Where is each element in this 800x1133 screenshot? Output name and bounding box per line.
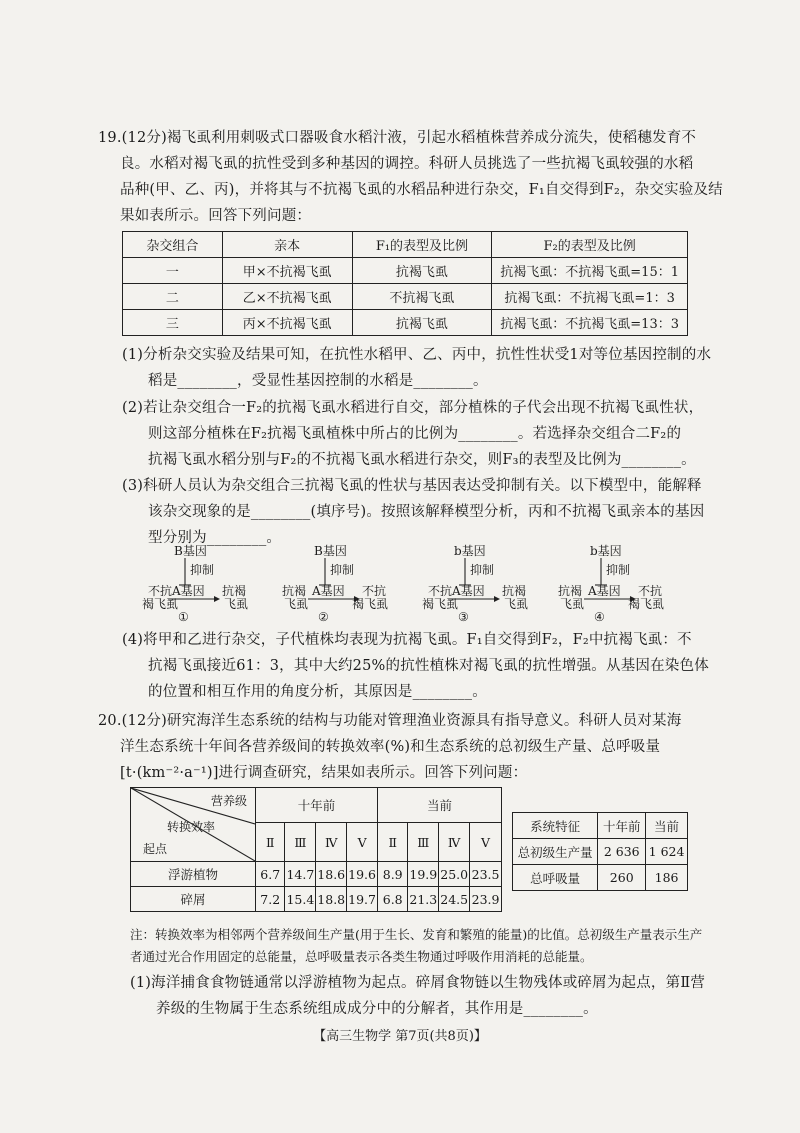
q20-efficiency-table [130,787,502,912]
table-cell: 抗褐飞虱：不抗褐飞虱=13：3 [492,310,688,336]
table-header: F₁的表型及比例 [352,232,492,258]
diag-label-origin: 起点 [143,842,168,856]
table-cell: 8.9 [378,862,408,887]
table-cell: 二 [123,284,223,310]
table-cell: 25.0 [439,862,470,887]
level-header: Ⅱ [256,823,285,862]
table-cell: 6.8 [378,887,408,912]
model-left-1: 抗褐 [558,584,583,598]
level-header: Ⅴ [470,823,502,862]
table-row [123,258,688,284]
model-3 [420,545,530,625]
table-header-row [513,813,688,839]
model-4 [556,545,666,625]
model-right-1: 不抗 [362,584,387,598]
model-inhibit: 抑制 [190,563,215,577]
model-2 [280,545,390,625]
table-cell: 抗褐飞虱 [352,258,492,284]
diag-label-efficiency: 转换效率 [167,820,216,834]
q20-note [130,924,702,968]
model-left-2: 褐飞虱 [142,597,179,611]
table-cell: 19.9 [408,862,439,887]
sub-line: 该杂交现象的是________(填序号)。按照该解释模型分析，丙和不抗褐飞虱亲本的基因 [148,504,705,520]
table-header: 系统特征 [513,813,598,839]
table-header: 亲本 [222,232,352,258]
sub-line: 抗褐飞虱水稻分别与F₂的不抗褐飞虱水稻进行杂交，则F₃的表型及比例为________。 [148,452,696,468]
table-cell: 24.5 [439,887,470,912]
page-footer: 【高三生物学 第7页(共8页)】 [313,1029,487,1044]
table-cell: 不抗褐飞虱 [352,284,492,310]
model-number: ③ [458,610,469,624]
table-cell: 2 636 [598,839,646,865]
table-cell: 15.4 [285,887,316,912]
diagonal-header-cell [131,788,256,862]
sub-line: (1)海洋捕食食物链通常以浮游植物为起点。碎屑食物链以生物残体或碎屑为起点，第Ⅱ营 [130,975,706,991]
model-left-1: 抗褐 [282,584,307,598]
table-header-row [131,788,502,823]
model-right-1: 不抗 [638,584,663,598]
level-header: Ⅴ [347,823,378,862]
sub-line: 型分别为________。 [148,530,282,546]
q20-intro [98,708,681,786]
table-cell: 260 [598,865,646,891]
q19-intro [98,125,723,229]
table-cell: 1 624 [646,839,688,865]
model-right-1: 抗褐 [222,584,247,598]
sub-line: (1)分析杂交实验及结果可知，在抗性水稻甲、乙、丙中，抗性性状受1对等位基因控制的水 [122,347,712,363]
note-line: 者通过光合作用固定的总能量，总呼吸量表示各类生物通过呼吸作用消耗的总能量。 [130,949,593,964]
model-left-1: 不抗 [148,584,173,598]
model-left-2: 飞虱 [284,597,309,611]
sub-line: (4)将甲和乙进行杂交，子代植株均表现为抗褐飞虱。F₁自交得到F₂，F₂中抗褐飞虱：不 [122,632,692,648]
model-left-2: 褐飞虱 [422,597,459,611]
table-cell: 抗褐飞虱：不抗褐飞虱=1：3 [492,284,688,310]
q19-line: 果如表所示。回答下列问题： [120,208,312,224]
group-header: 十年前 [256,788,378,823]
table-header-row [123,232,688,258]
table-cell: 丙×不抗褐飞虱 [222,310,352,336]
table-cell: 一 [123,258,223,284]
model-number: ④ [594,610,605,624]
model-1 [140,545,250,625]
table-cell: 18.8 [316,887,347,912]
note-line: 注：转换效率为相邻两个营养级间生产量(用于生长、发育和繁殖的能量)的比值。总初级生产量表示生产 [130,927,703,942]
sub-line: 则这部分植株在F₂抗褐飞虱植株中所占的比例为________。若选择杂交组合二F₂的 [148,426,682,442]
q20-line: [t·(km⁻²·a⁻¹)]进行调查研究，结果如表所示。回答下列问题： [120,765,528,781]
q19-cross-table [122,231,688,336]
sub-line: (2)若让杂交组合一F₂的抗褐飞虱水稻进行自交，部分植株的子代会出现不抗褐飞虱性状， [122,400,704,416]
table-cell: 乙×不抗褐飞虱 [222,284,352,310]
table-cell: 21.3 [408,887,439,912]
table-cell: 7.2 [256,887,285,912]
table-cell: 总呼吸量 [513,865,598,891]
q19-sub2 [122,395,703,473]
q19-sub3 [122,473,704,551]
table-cell: 23.9 [470,887,502,912]
model-right-2: 褐飞虱 [628,597,665,611]
model-top-gene: b基因 [454,544,486,558]
level-header: Ⅲ [408,823,439,862]
q20-system-table [512,812,688,891]
model-mid-gene: A基因 [588,584,621,598]
table-row [513,839,688,865]
model-number: ① [178,610,189,624]
model-right-2: 褐飞虱 [352,597,389,611]
sub-line: 的位置和相互作用的角度分析，其原因是________。 [148,684,487,700]
table-cell: 抗褐飞虱 [352,310,492,336]
model-number: ② [318,610,329,624]
q19-line: 良。水稻对褐飞虱的抗性受到多种基因的调控。科研人员挑选了一些抗褐飞虱较强的水稻 [120,156,694,172]
level-header: Ⅳ [439,823,470,862]
table-header: 杂交组合 [123,232,223,258]
table-cell: 三 [123,310,223,336]
level-header: Ⅲ [285,823,316,862]
model-mid-gene: A基因 [172,584,205,598]
diag-label-level: 营养级 [211,794,248,808]
model-top-gene: b基因 [590,544,622,558]
table-row [513,865,688,891]
table-row [131,862,502,887]
group-header: 当前 [378,788,502,823]
row-label: 浮游植物 [131,862,256,887]
table-header: 十年前 [598,813,646,839]
model-top-gene: B基因 [174,544,207,558]
table-row [123,310,688,336]
model-inhibit: 抑制 [470,563,495,577]
q19-line: 19.(12分)褐飞虱利用刺吸式口器吸食水稻汁液，引起水稻植株营养成分流失，使稻穗发育不 [98,130,697,146]
model-mid-gene: A基因 [452,584,485,598]
model-right-2: 飞虱 [504,597,529,611]
q20-line: 20.(12分)研究海洋生态系统的结构与功能对管理渔业资源具有指导意义。科研人员对某海 [98,713,682,729]
table-row [131,887,502,912]
table-cell: 6.7 [256,862,285,887]
q20-line: 洋生态系统十年间各营养级间的转换效率(%)和生态系统的总初级生产量、总呼吸量 [120,739,661,755]
sub-line: (3)科研人员认为杂交组合三抗褐飞虱的性状与基因表达受抑制有关。以下模型中，能解释 [122,478,702,494]
model-inhibit: 抑制 [330,563,355,577]
q20-sub1 [130,970,705,1022]
table-header: 当前 [646,813,688,839]
model-right-2: 飞虱 [224,597,249,611]
sub-line: 养级的生物属于生态系统组成成分中的分解者，其作用是________。 [156,1001,598,1017]
table-cell: 14.7 [285,862,316,887]
table-cell: 23.5 [470,862,502,887]
table-cell: 19.6 [347,862,378,887]
q19-line: 品种(甲、乙、丙)，并将其与不抗褐飞虱的水稻品种进行杂交，F₁自交得到F₂，杂交实验及结 [120,182,723,198]
sub-line: 抗褐飞虱接近61：3，其中大约25%的抗性植株对褐飞虱的抗性增强。从基因在染色体 [148,658,709,674]
model-left-2: 飞虱 [560,597,585,611]
table-header: F₂的表型及比例 [492,232,688,258]
table-cell: 19.7 [347,887,378,912]
level-header: Ⅱ [378,823,408,862]
table-cell: 186 [646,865,688,891]
model-inhibit: 抑制 [606,563,631,577]
table-row [123,284,688,310]
table-cell: 总初级生产量 [513,839,598,865]
model-top-gene: B基因 [314,544,347,558]
sub-line: 稻是________，受显性基因控制的水稻是________。 [148,373,488,389]
model-right-1: 抗褐 [502,584,527,598]
row-label: 碎屑 [131,887,256,912]
model-mid-gene: A基因 [312,584,345,598]
table-cell: 18.6 [316,862,347,887]
level-header: Ⅳ [316,823,347,862]
q19-sub1 [122,342,711,394]
table-cell: 抗褐飞虱：不抗褐飞虱=15：1 [492,258,688,284]
model-left-1: 不抗 [428,584,453,598]
q19-sub4 [122,627,709,705]
table-cell: 甲×不抗褐飞虱 [222,258,352,284]
